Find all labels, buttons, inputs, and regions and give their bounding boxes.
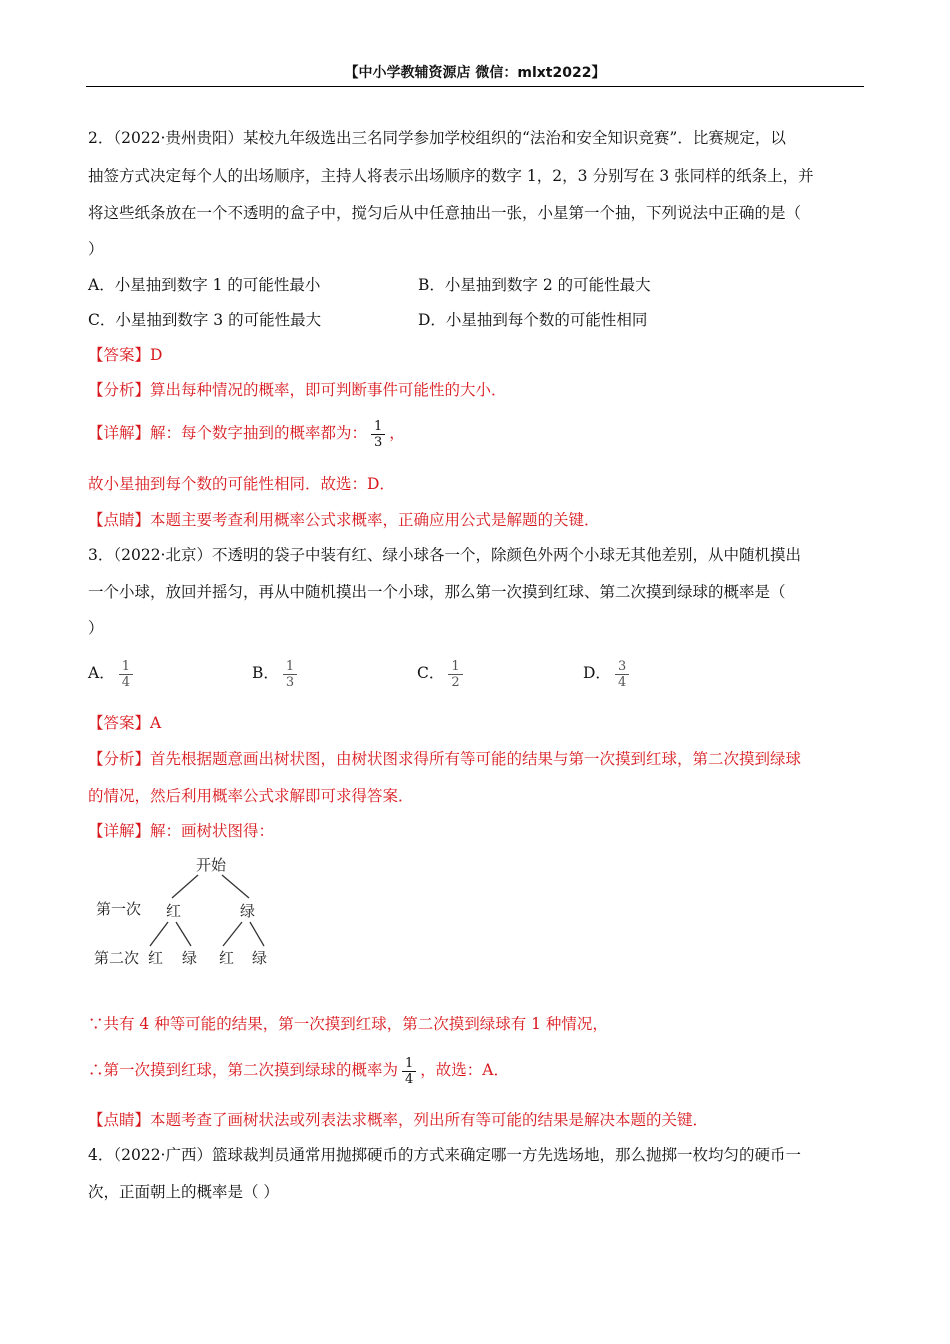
q2-detail-suffix: ， [389,424,405,442]
tree-level2-label: 第二次 [94,949,140,967]
tree-leaf-red: 红 [219,949,235,967]
page-header: 【中小学教辅资源店 微信：mlxt2022】 [344,65,606,81]
option-label: C． [417,664,445,682]
fraction-numerator: 1 [405,1055,414,1071]
q3-option-d [583,653,633,693]
q3-option-a [88,653,137,693]
q2-detail-conclusion: 故小星抽到每个数的可能性相同．故选：D． [88,475,395,493]
tree-leaf-red: 红 [148,949,164,967]
option-label: B． [252,664,279,682]
fraction-numerator: 1 [285,658,295,674]
tree-leaf-green: 绿 [182,949,198,967]
tree-leaf-green: 绿 [252,949,268,967]
fraction-denominator: 3 [371,434,385,450]
q2-answer: 【答案】D [88,346,163,364]
tree-branch [176,922,191,946]
q3-therefore-text: ∴第一次摸到红球，第二次摸到绿球的概率为 [88,1061,399,1079]
q3-option-b [252,653,301,693]
tree-level1-label: 第一次 [96,900,142,918]
header-divider [86,86,864,87]
fraction-denominator: 2 [448,674,462,690]
q3-answer: 【答案】A [88,714,162,732]
fraction-numerator: 1 [374,418,383,434]
q2-option-c: C．小星抽到数字 3 的可能性最大 [88,311,322,329]
option-label: D． [583,664,611,682]
q3-therefore-fraction [402,1056,416,1087]
tree-diagram [86,848,286,973]
q2-option-d: D．小星抽到每个数的可能性相同 [418,311,648,329]
tree-root-label: 开始 [196,856,227,874]
q3-comment: 【点睛】本题考查了画树状法或列表法求概率，列出所有等可能的结果是解决本题的关键． [88,1111,709,1129]
option-label: A． [88,664,115,682]
q2-stem-line4: ） [88,240,104,258]
fraction-denominator: 3 [283,674,297,690]
option-fraction [119,659,133,690]
q3-analysis-line1: 【分析】首先根据题意画出树状图，由树状图求得所有等可能的结果与第一次摸到红球，第二次摸到绿球 [88,750,802,768]
fraction-denominator: 4 [119,674,133,690]
q4-stem-line1: 4．（2022·广西）篮球裁判员通常用抛掷硬币的方式来确定哪一方先选场地，那么抛掷一枚均匀的硬币一 [88,1146,801,1164]
q2-comment: 【点睛】本题主要考查利用概率公式求概率，正确应用公式是解题的关键． [88,511,600,529]
q2-detail-fraction [371,419,385,450]
tree-node-green: 绿 [240,902,256,920]
tree-branch [223,922,242,946]
fraction-denominator: 4 [402,1071,416,1087]
fraction-denominator: 4 [615,674,629,690]
q2-option-b: B．小星抽到数字 2 的可能性最大 [418,276,651,294]
q4-stem-line2: 次，正面朝上的概率是（ ） [88,1183,279,1201]
tree-branch [172,875,198,898]
fraction-numerator: 1 [451,658,460,674]
option-fraction [448,659,462,690]
q2-detail [88,413,405,453]
tree-branch [222,875,249,898]
q3-because: ∵共有 4 种等可能的结果，第一次摸到红球，第二次摸到绿球有 1 种情况， [88,1015,608,1033]
tree-node-red: 红 [166,902,182,920]
q2-option-a: A．小星抽到数字 1 的可能性最小 [88,276,321,294]
q3-option-c [417,653,467,693]
q3-therefore-suffix: ，故选：A． [420,1061,509,1079]
q3-analysis-line2: 的情况，然后利用概率公式求解即可求得答案． [88,787,414,805]
option-fraction [615,659,629,690]
fraction-numerator: 3 [617,658,627,674]
option-fraction [283,659,297,690]
q2-stem-line1: 2．（2022·贵州贵阳）某校九年级选出三名同学参加学校组织的“法治和安全知识竞赛”．比赛规定，以 [88,129,786,147]
q2-analysis: 【分析】算出每种情况的概率，即可判断事件可能性的大小． [88,381,507,399]
q3-detail: 【详解】解：画树状图得： [88,822,275,840]
q3-stem-line3: ） [88,619,104,637]
q2-stem-line2: 抽签方式决定每个人的出场顺序，主持人将表示出场顺序的数字 1，2，3 分别写在 3 张同样的纸条上，并 [88,167,814,185]
q3-stem-line2: 一个小球，放回并摇匀，再从中随机摸出一个小球，那么第一次摸到红球、第二次摸到绿球的概率是（ [88,583,786,601]
q2-stem-line3: 将这些纸条放在一个不透明的盒子中，搅匀后从中任意抽出一张，小星第一个抽，下列说法中正确的是（ [88,204,802,222]
tree-branch [150,922,168,946]
q3-therefore [88,1050,509,1090]
tree-branch [250,922,264,946]
fraction-numerator: 1 [121,658,130,674]
q2-detail-text: 【详解】解：每个数字抽到的概率都为： [88,424,368,442]
q3-stem-line1: 3．（2022·北京）不透明的袋子中装有红、绿小球各一个，除颜色外两个小球无其他差别，从中随机摸出 [88,546,801,564]
